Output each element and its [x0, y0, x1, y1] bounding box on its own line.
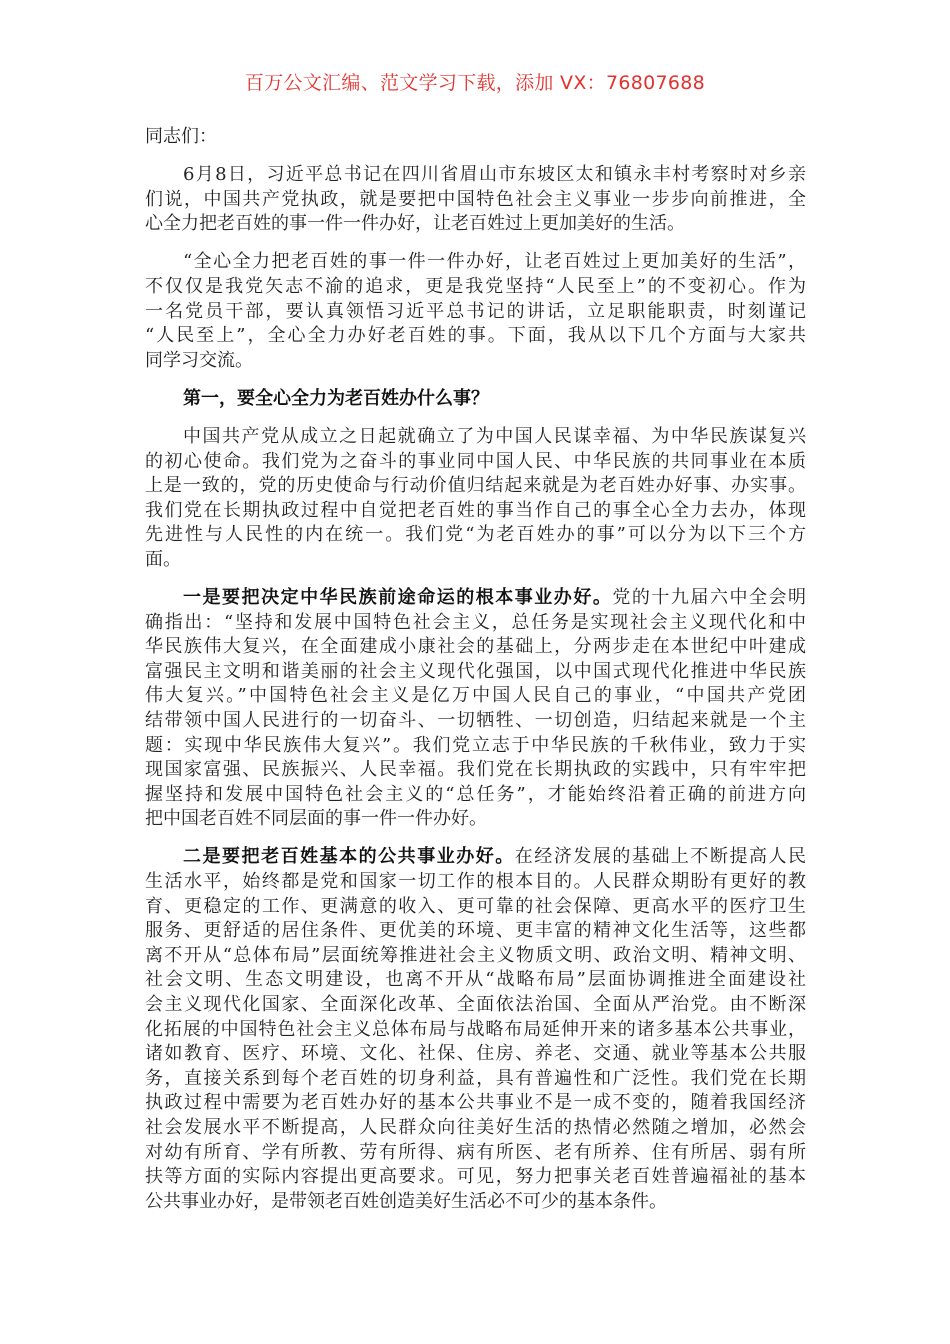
line-text: 6月8日，习近平总书记在四川省眉山市东坡区太和镇永丰村考察时对乡亲 — [183, 164, 806, 186]
text-line — [145, 548, 806, 573]
line-text: 中国共产党从成立之日起就确立了为中国人民谋幸福、为中华民族谋复兴 — [183, 425, 806, 447]
text-line — [145, 1018, 806, 1043]
text-line — [145, 684, 806, 709]
line-text: 不仅仅是我党矢志不渝的追求，更是我党坚持“人民至上”的不变初心。作为 — [145, 275, 806, 297]
line-text: 社会文明、生态文明建设，也离不开从“战略布局”层面协调推进全面建设社 — [145, 969, 806, 991]
text-line — [145, 300, 806, 325]
text-line — [145, 387, 806, 412]
text-line — [145, 212, 806, 237]
text-line — [145, 163, 806, 188]
line-text: “人民至上”，全心全力办好老百姓的事。下面，我从以下几个方面与大家共 — [145, 325, 806, 347]
line-text: 华民族伟大复兴，在全面建成小康社会的基础上，分两步走在本世纪中叶建成 — [145, 636, 806, 658]
line-text: 对幼有所育、学有所教、劳有所得、病有所医、老有所养、住有所居、弱有所 — [145, 1141, 806, 1163]
line-text: 同志们： — [145, 126, 217, 147]
salutation — [145, 125, 806, 150]
text-line — [145, 807, 806, 832]
text-line — [145, 635, 806, 660]
text-line — [145, 523, 806, 548]
line-text: 的初心使命。我们党为之奋斗的事业同中国人民、中华民族的共同事业在本质 — [145, 450, 806, 472]
text-line — [145, 1091, 806, 1116]
line-text: 离不开从“总体布局”层面统筹推进社会主义物质文明、政治文明、精神文明、 — [145, 944, 806, 966]
line-text: 社会发展水平不断提高，人民群众向往美好生活的热情必然随之增加，必然会 — [145, 1116, 806, 1138]
line-text: 面。 — [145, 548, 181, 570]
line-text: 诸如教育、医疗、环境、文化、社保、住房、养老、交通、就业等基本公共服 — [145, 1043, 806, 1065]
text-line — [145, 1190, 806, 1215]
paragraph — [145, 425, 806, 573]
document-body — [145, 125, 806, 1228]
text-line — [145, 709, 806, 734]
paragraph — [145, 163, 806, 237]
text-line — [145, 660, 806, 685]
text-line — [145, 944, 806, 969]
text-line — [145, 1042, 806, 1067]
paragraph — [145, 586, 806, 832]
text-line — [145, 1116, 806, 1141]
download-banner: 百万公文汇编、范文学习下载，添加 VX：76807688 — [244, 72, 706, 94]
line-text: 公共事业办好，是带领老百姓创造美好生活必不可少的基本条件。 — [145, 1190, 667, 1212]
paragraph — [145, 845, 806, 1214]
line-text: 富强民主文明和谐美丽的社会主义现代化强国，以中国式现代化推进中华民族 — [145, 660, 806, 682]
text-line — [145, 275, 806, 300]
bold-lead: 第一，要全心全力为老百姓办什么事？ — [183, 387, 489, 409]
text-line — [145, 425, 806, 450]
text-line — [145, 474, 806, 499]
line-text: 心全力把老百姓的事一件一件办好，让老百姓过上更加美好的生活。 — [145, 213, 685, 235]
bold-lead: 一是要把决定中华民族前途命运的根本事业办好。 — [183, 587, 613, 608]
text-line — [145, 845, 806, 870]
text-line — [145, 450, 806, 475]
text-line — [145, 919, 806, 944]
text-line — [145, 611, 806, 636]
line-text: 握坚持和发展中国特色社会主义的“总任务”，才能始终沿着正确的前进方向 — [145, 783, 806, 805]
text-line — [145, 324, 806, 349]
paragraph — [145, 250, 806, 373]
line-text: 同学习交流。 — [145, 349, 253, 371]
line-text: 上是一致的，党的历史使命与行动价值归结起来就是为老百姓办好事、办实事。 — [145, 475, 806, 497]
line-text: 会主义现代化国家、全面深化改革、全面依法治国、全面从严治党。由不断深 — [145, 994, 806, 1015]
line-text: 务，直接关系到每个老百姓的切身利益，具有普遍性和广泛性。我们党在长期 — [145, 1067, 806, 1089]
line-text: 党的十九届六中全会明 — [612, 587, 807, 608]
line-text: 们说，中国共产党执政，就是要把中国特色社会主义事业一步步向前推进，全 — [145, 188, 806, 210]
text-line — [145, 1165, 806, 1190]
line-text: 在经济发展的基础上不断提高人民 — [514, 846, 807, 868]
line-text: 化拓展的中国特色社会主义总体布局与战略布局延伸开来的诸多基本公共事业， — [145, 1018, 806, 1040]
line-text: 执政过程中需要为老百姓办好的基本公共事业不是一成不变的，随着我国经济 — [145, 1092, 806, 1114]
text-line — [145, 250, 806, 275]
text-line — [145, 783, 806, 808]
line-text: 育、更稳定的工作、更满意的收入、更可靠的社会保障、更高水平的医疗卫生 — [145, 895, 806, 917]
line-text: 生活水平，始终都是党和国家一切工作的根本目的。人民群众期盼有更好的教 — [145, 871, 806, 893]
text-line — [145, 734, 806, 759]
text-line — [145, 758, 806, 783]
line-text: 伟大复兴。”中国特色社会主义是亿万中国人民自己的事业，“中国共产党团 — [145, 685, 806, 707]
bold-lead: 二是要把老百姓基本的公共事业办好。 — [183, 846, 515, 868]
line-text: 把中国老百姓不同层面的事一件一件办好。 — [145, 808, 487, 830]
text-line — [145, 499, 806, 524]
section-heading — [145, 387, 806, 412]
line-text: 我们党在长期执政过程中自觉把老百姓的事当作自己的事全心全力去办，体现 — [145, 499, 806, 521]
line-text: 题：实现中华民族伟大复兴”。我们党立志于中华民族的千秋伟业，致力于实 — [145, 734, 806, 756]
text-line — [145, 349, 806, 374]
line-text: 先进性与人民性的内在统一。我们党“为老百姓办的事”可以分为以下三个方 — [145, 524, 806, 546]
text-line — [145, 993, 806, 1018]
line-text: 扶等方面的实际内容提出更高要求。可见，努力把事关老百姓普遍福祉的基本 — [145, 1166, 806, 1188]
text-line — [145, 1067, 806, 1092]
text-line — [145, 188, 806, 213]
text-line — [145, 125, 806, 150]
text-line — [145, 1141, 806, 1166]
line-text: 服务、更舒适的居住条件、更优美的环境、更丰富的精神文化生活等，这些都 — [145, 920, 806, 942]
text-line — [145, 895, 806, 920]
line-text: 结带领中国人民进行的一切奋斗、一切牺牲、一切创造，归结起来就是一个主 — [145, 709, 806, 731]
line-text: 一名党员干部，要认真领悟习近平总书记的讲话，立足职能职责，时刻谨记 — [145, 300, 806, 322]
line-text: 确指出：“坚持和发展中国特色社会主义，总任务是实现社会主义现代化和中 — [145, 611, 806, 633]
text-line — [145, 870, 806, 895]
line-text: “全心全力把老百姓的事一件一件办好，让老百姓过上更加美好的生活”， — [183, 251, 806, 273]
text-line — [145, 968, 806, 993]
text-line — [145, 586, 806, 611]
line-text: 现国家富强、民族振兴、人民幸福。我们党在长期执政的实践中，只有牢牢把 — [145, 759, 806, 781]
